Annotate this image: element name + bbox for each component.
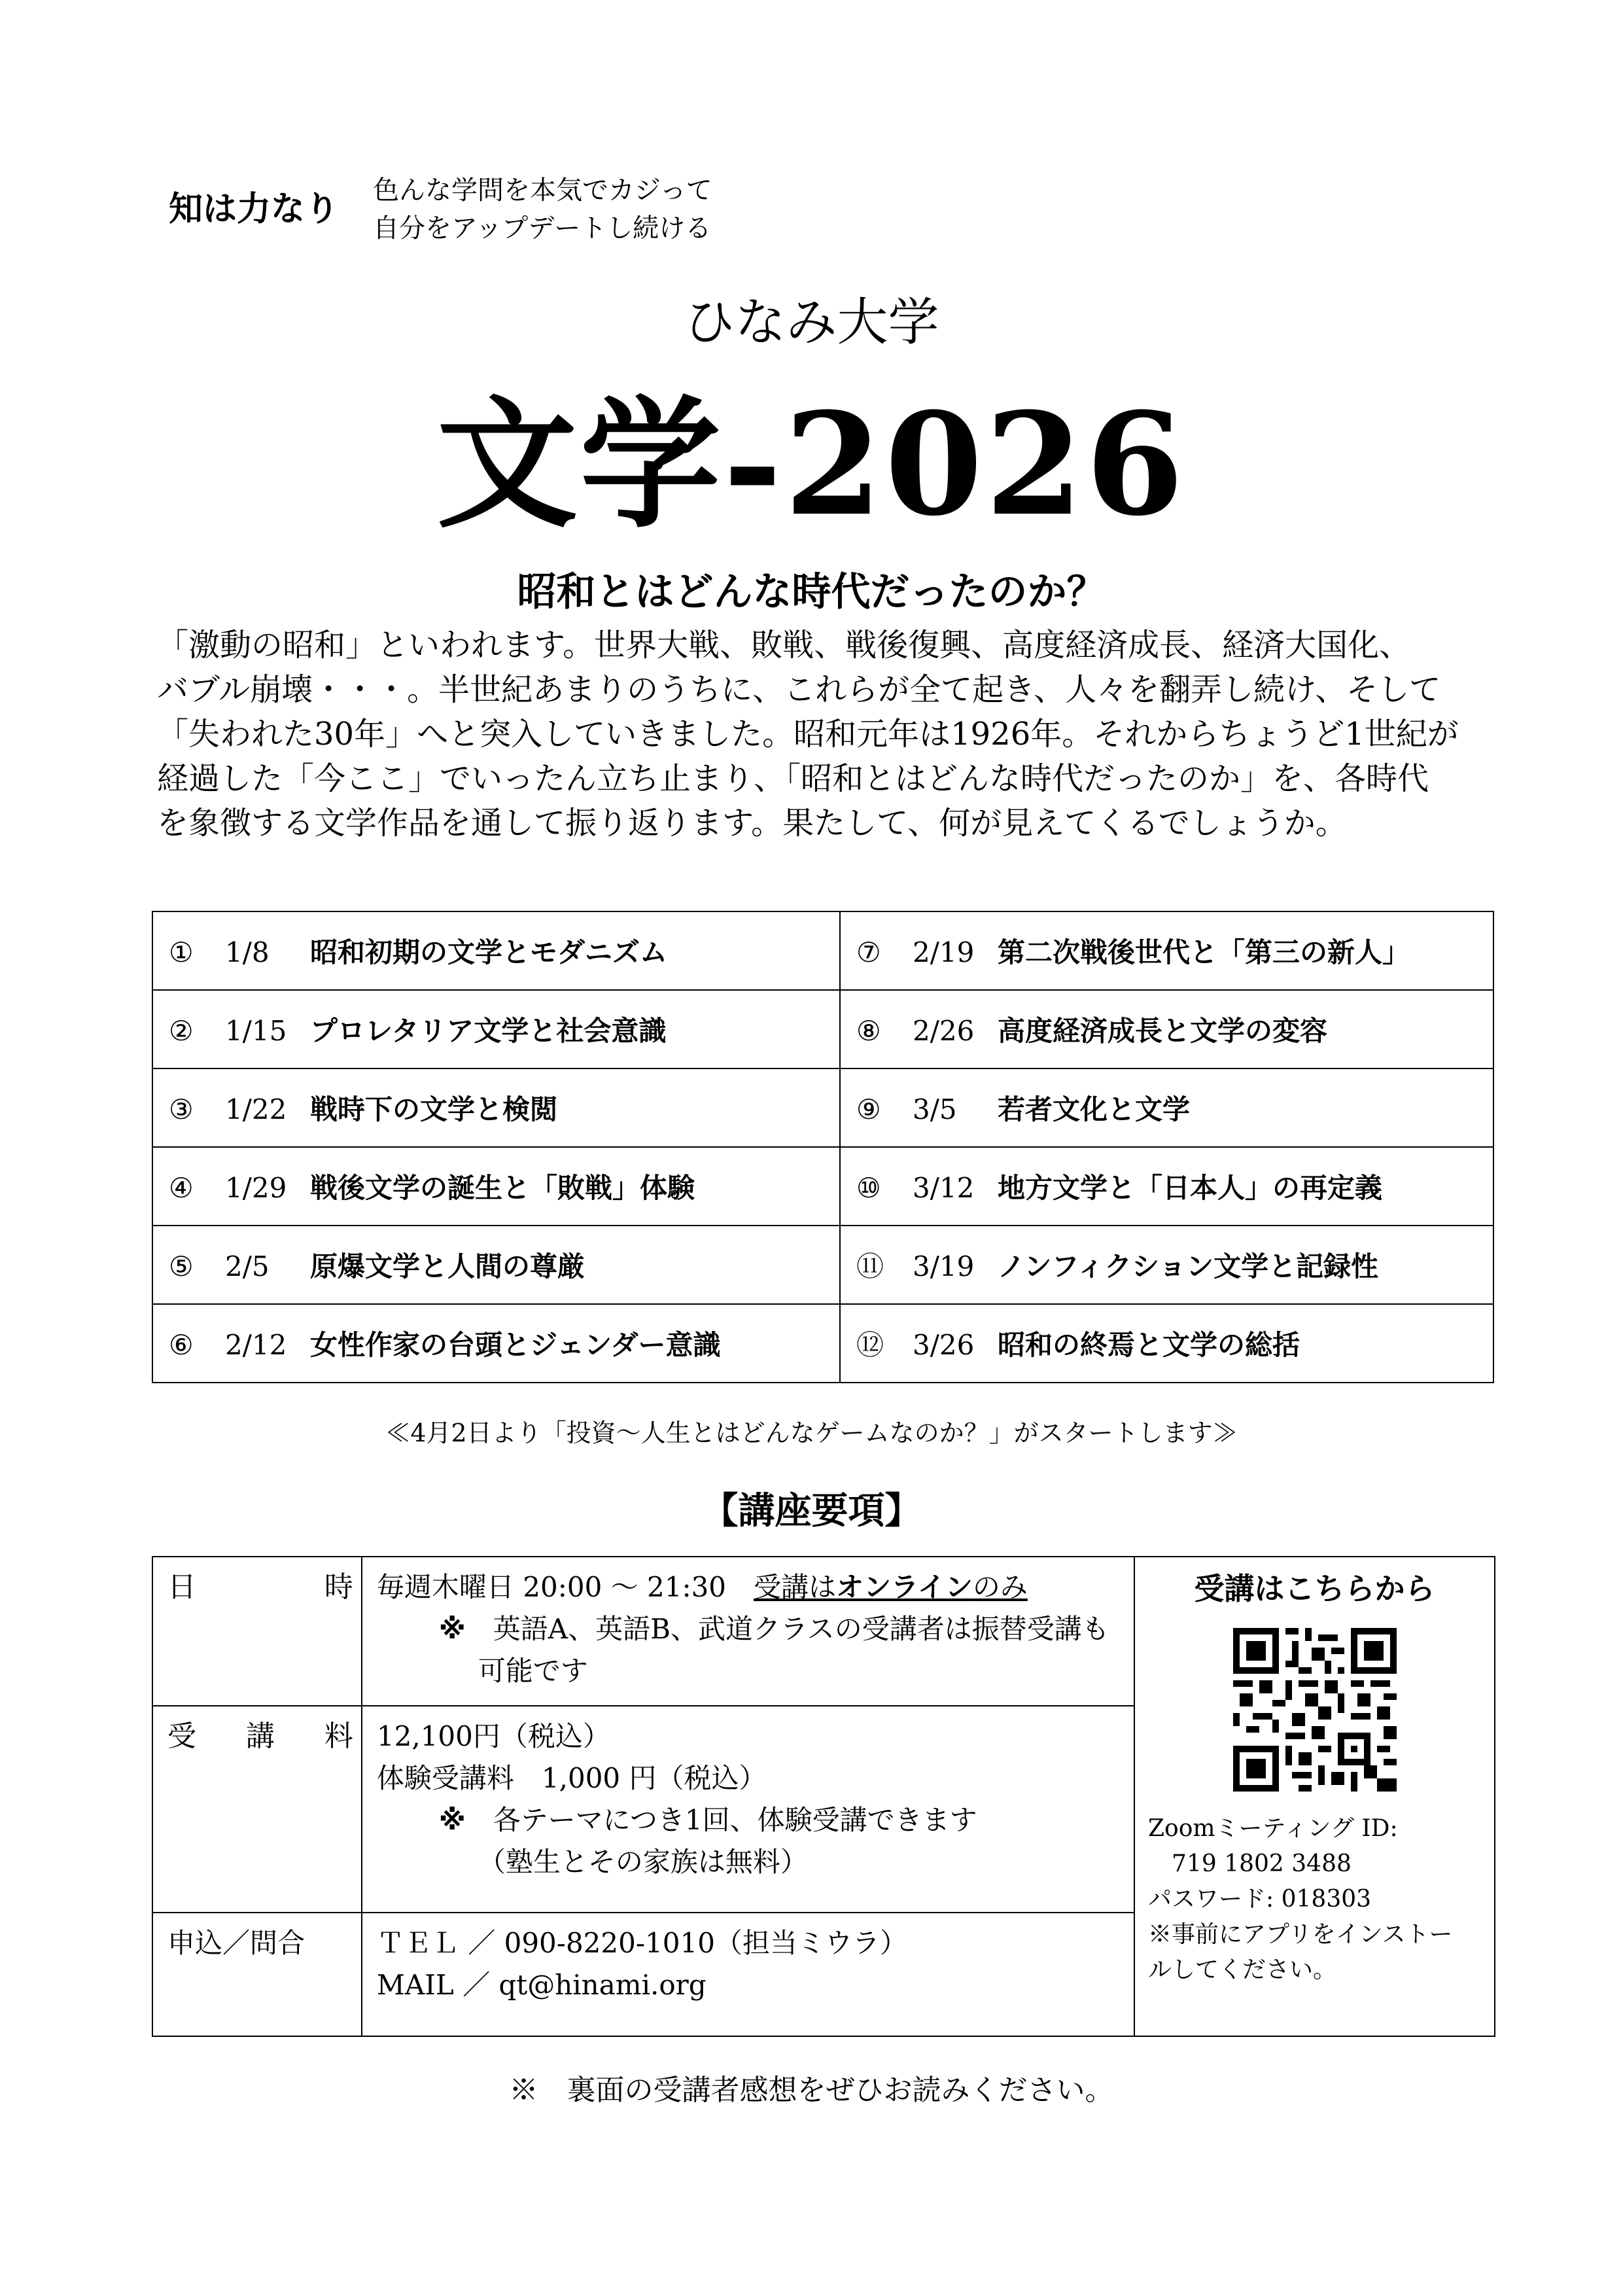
lecture-date: 2/5 bbox=[225, 1250, 270, 1282]
contact-mail[interactable]: MAIL ／ qt@hinami.org bbox=[376, 1969, 707, 2001]
online-post: のみ bbox=[972, 1571, 1028, 1603]
lecture-topic: 戦後文学の誕生と「敗戦」体験 bbox=[310, 1172, 695, 1204]
online-bold: オンライン bbox=[836, 1571, 973, 1603]
schedule-table bbox=[152, 911, 1494, 1383]
datetime-label-part: 時 bbox=[324, 1570, 353, 1604]
schedule-cell bbox=[152, 1147, 840, 1226]
zoom-info-line: Zoomミーティング ID: bbox=[1148, 1815, 1398, 1842]
table-row bbox=[152, 911, 1493, 990]
schedule-cell bbox=[840, 1069, 1493, 1147]
lecture-number: ③ bbox=[169, 1093, 194, 1125]
lecture-number: ⑦ bbox=[856, 936, 881, 968]
fee-label-part: 受 bbox=[167, 1720, 196, 1753]
lecture-topic: 昭和初期の文学とモダニズム bbox=[310, 936, 668, 968]
lecture-topic: プロレタリア文学と社会意識 bbox=[310, 1015, 667, 1047]
table-row bbox=[152, 1557, 1495, 1706]
fee-value bbox=[362, 1706, 1134, 1913]
fee-price: 12,100円（税込） bbox=[376, 1720, 610, 1752]
schedule-cell bbox=[840, 1147, 1493, 1226]
fee-label bbox=[152, 1706, 362, 1913]
zoom-info-line: パスワード: 018303 bbox=[1148, 1886, 1372, 1913]
lecture-topic: ノンフィクション文学と記録性 bbox=[998, 1250, 1379, 1282]
tagline-main: 知は力なり bbox=[169, 190, 340, 229]
lecture-number: ② bbox=[169, 1015, 194, 1047]
lecture-date: 3/12 bbox=[913, 1172, 975, 1204]
lecture-date: 1/8 bbox=[225, 936, 270, 968]
lecture-date: 1/22 bbox=[225, 1093, 287, 1125]
trial-fee: 体験受講料 1,000 円（税込） bbox=[376, 1762, 767, 1794]
lecture-number: ⑫ bbox=[856, 1329, 884, 1361]
datetime-note: 英語A、英語B、武道クラスの受講者は振替受講も bbox=[493, 1613, 1109, 1645]
table-row bbox=[152, 1226, 1493, 1304]
lecture-topic: 原爆文学と人間の尊厳 bbox=[310, 1250, 585, 1282]
lecture-number: ⑪ bbox=[856, 1250, 884, 1282]
intro-line: 「激動の昭和」といわれます。世界大戦、敗戦、戦後復興、高度経済成長、経済大国化、 bbox=[157, 627, 1411, 663]
fee-note: 各テーマにつき1回、体験受講できます bbox=[493, 1804, 977, 1836]
lecture-number: ⑥ bbox=[169, 1329, 194, 1361]
zoom-info-line: 719 1802 3488 bbox=[1148, 1850, 1352, 1877]
schedule-cell bbox=[152, 990, 840, 1069]
note-mark: ※ bbox=[438, 1613, 466, 1645]
schedule-cell bbox=[152, 1069, 840, 1147]
datetime-note-cont: 可能です bbox=[478, 1655, 588, 1687]
schedule-cell bbox=[152, 1226, 840, 1304]
lecture-topic: 第二次戦後世代と「第三の新人」 bbox=[998, 936, 1410, 968]
lecture-date: 2/26 bbox=[913, 1015, 975, 1047]
datetime-value bbox=[362, 1557, 1134, 1706]
online-pre: 受講は bbox=[754, 1571, 837, 1603]
lecture-topic: 地方文学と「日本人」の再定義 bbox=[998, 1172, 1383, 1204]
contact-label bbox=[152, 1913, 362, 2036]
intro-line: を象徴する文学作品を通して振り返ります。果たして、何が見えてくるでしょうか。 bbox=[157, 805, 1347, 841]
schedule-cell bbox=[840, 1226, 1493, 1304]
lecture-number: ⑤ bbox=[169, 1250, 194, 1282]
contact-tel[interactable]: ＴＥＬ ／ 090-8220-1010（担当ミウラ） bbox=[376, 1927, 907, 1959]
fee-label-part: 料 bbox=[324, 1720, 353, 1753]
contact-value bbox=[362, 1913, 1134, 2036]
intro-line: 経過した「今ここ」でいったん立ち止まり、「昭和とはどんな時代だったのか」を、各時代 bbox=[157, 760, 1429, 797]
table-row bbox=[152, 1304, 1493, 1383]
lecture-topic: 戦時下の文学と検閲 bbox=[310, 1093, 558, 1125]
qr-code-icon[interactable] bbox=[1233, 1628, 1397, 1792]
lecture-date: 1/29 bbox=[225, 1172, 287, 1204]
datetime-schedule: 毎週木曜日 20:00 ～ 21:30 bbox=[376, 1571, 727, 1603]
lecture-date: 3/19 bbox=[913, 1250, 975, 1282]
tagline-sub bbox=[373, 171, 712, 247]
page-subtitle: 昭和とはどんな時代だったのか？ bbox=[517, 569, 1106, 615]
lecture-topic: 女性作家の台頭とジェンダー意識 bbox=[310, 1329, 721, 1361]
details-heading: 【講座要項】 bbox=[701, 1490, 922, 1532]
schedule-cell bbox=[840, 911, 1493, 990]
lecture-number: ① bbox=[169, 936, 194, 968]
lecture-number: ⑨ bbox=[856, 1093, 881, 1125]
table-row bbox=[152, 1069, 1493, 1147]
lecture-date: 1/15 bbox=[225, 1015, 287, 1047]
fee-note-cont: （塾生とその家族は無料） bbox=[478, 1846, 808, 1878]
page-title: 文学-2026 bbox=[436, 381, 1187, 547]
lecture-date: 3/26 bbox=[913, 1329, 975, 1361]
zoom-info-line: ルしてください。 bbox=[1148, 1956, 1337, 1983]
schedule-cell bbox=[840, 1304, 1493, 1383]
lecture-date: 2/12 bbox=[225, 1329, 287, 1361]
university-name: ひなみ大学 bbox=[684, 293, 939, 352]
schedule-cell bbox=[152, 911, 840, 990]
zoom-info-line: ※事前にアプリをインストー bbox=[1148, 1921, 1453, 1948]
footer-note: ※ 裏面の受講者感想をぜひお読みください。 bbox=[509, 2074, 1114, 2107]
zoom-info bbox=[1148, 1811, 1494, 1988]
intro-line: バブル崩壊・・・。半世紀あまりのうちに、これらが全て起き、人々を翻弄し続け、そして bbox=[157, 671, 1441, 708]
tagline-sub-line: 色んな学問を本気でカジって bbox=[373, 175, 712, 205]
lecture-topic: 高度経済成長と文学の変容 bbox=[998, 1015, 1328, 1047]
contact-label-text: 申込／問合 bbox=[167, 1927, 305, 1959]
tagline-sub-line: 自分をアップデートし続ける bbox=[373, 213, 712, 243]
note-mark: ※ bbox=[438, 1804, 466, 1836]
next-course-note: ≪4月2日より「投資～人生とはどんなゲームなのか？」がスタートします≫ bbox=[385, 1419, 1238, 1447]
lecture-number: ⑩ bbox=[856, 1172, 881, 1204]
lecture-date: 3/5 bbox=[913, 1093, 957, 1125]
course-details-table bbox=[152, 1556, 1495, 2037]
qr-panel bbox=[1134, 1557, 1495, 2036]
lecture-topic: 若者文化と文学 bbox=[998, 1093, 1191, 1125]
intro-paragraph bbox=[157, 623, 1472, 845]
fee-label-part: 講 bbox=[245, 1720, 275, 1753]
datetime-label-part: 日 bbox=[167, 1570, 196, 1604]
datetime-label bbox=[152, 1557, 362, 1706]
schedule-cell bbox=[152, 1304, 840, 1383]
lecture-date: 2/19 bbox=[913, 936, 975, 968]
lecture-number: ④ bbox=[169, 1172, 194, 1204]
intro-line: 「失われた30年」へと突入していきました。昭和元年は1926年。それからちょうど1世紀が bbox=[157, 716, 1459, 752]
table-row bbox=[152, 990, 1493, 1069]
qr-title: 受講はこちらから bbox=[1194, 1571, 1435, 1606]
lecture-topic: 昭和の終焉と文学の総括 bbox=[998, 1329, 1300, 1361]
schedule-cell bbox=[840, 990, 1493, 1069]
table-row bbox=[152, 1147, 1493, 1226]
lecture-number: ⑧ bbox=[856, 1015, 881, 1047]
